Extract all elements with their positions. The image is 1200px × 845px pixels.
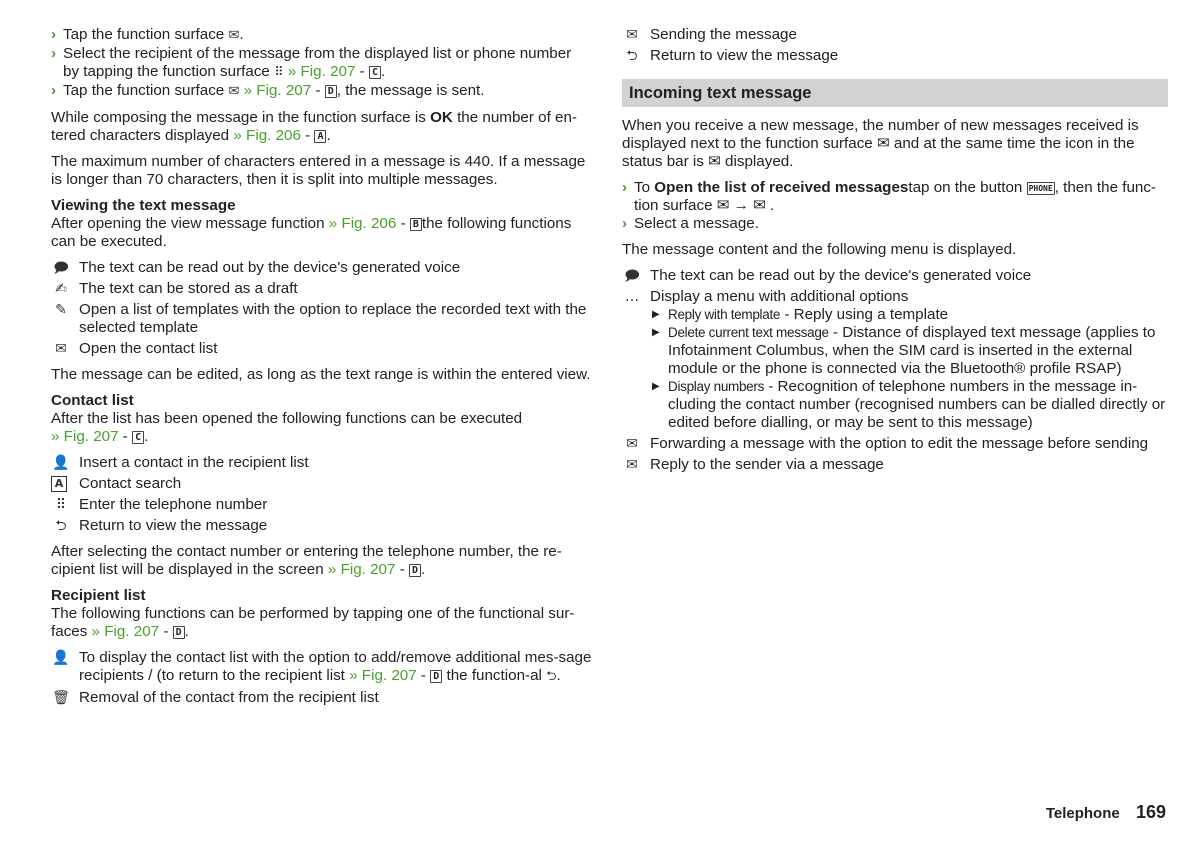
submenu-item: ▶ Reply with template - Reply using a template <box>652 306 949 323</box>
fig-link[interactable]: » Fig. 207 <box>243 82 312 99</box>
draft-icon: ✍ <box>55 281 67 297</box>
person-add-icon: 👤 <box>52 650 70 666</box>
step-arrow-icon: › <box>51 45 57 62</box>
callout-key: C <box>132 431 144 444</box>
fig-link[interactable]: » Fig. 207 <box>327 561 396 578</box>
page-footer <box>1046 803 1166 823</box>
contact-intro: After the list has been opened the following functions can be executed » Fig. 207 - C . <box>51 410 523 445</box>
ok-icon: OK <box>430 109 453 126</box>
footer-section-title: Telephone <box>1045 805 1120 822</box>
forward-icon: ✉ <box>626 436 638 452</box>
incoming-paragraph: When you receive a new message, the number of new messages received is displayed next to the function surface ✉ and at the same time the icon in the status bar is ✉ displayed. <box>622 117 1139 170</box>
triangle-icon: ▶ <box>652 309 660 320</box>
callout-key: A <box>314 130 326 143</box>
content-paragraph: The message content and the following menu is displayed. <box>622 241 1017 258</box>
top-function-list <box>622 26 1168 65</box>
phone-key: PHONE <box>1028 184 1053 193</box>
submenu-item: ▶ Delete current text message - Distance of displayed text message (applies to Infotainment Columbus, when the SIM card is inserted in the external module or the phone is connected via the Bluetooth® profile RSAP) <box>652 324 1156 377</box>
fig-link[interactable]: » Fig. 206 <box>233 127 301 144</box>
step-arrow-icon: › <box>51 82 57 99</box>
step-3: › Tap the function surface ✉ » Fig. 207 - D , the message is sent. <box>51 82 485 99</box>
recipient-function-list <box>51 649 595 707</box>
send-message-icon: ✉ <box>228 84 240 99</box>
person-icon: 👤 <box>52 455 70 471</box>
return-icon: ⮌ <box>546 669 557 684</box>
list-item: ⮌ Return to view the message <box>51 517 595 535</box>
callout-key: C <box>369 66 381 79</box>
speech-icon: 🗩 <box>624 268 640 284</box>
keypad-icon: ⠿ <box>55 497 67 513</box>
callout-key: B <box>410 218 422 231</box>
fig-link[interactable]: » Fig. 207 <box>349 667 417 684</box>
step-1: › To Open the list of received messagestap on the button PHONE , then the func-tion surface ✉ → ✉ . <box>622 179 1157 214</box>
list-item: … Display a menu with additional options ▶ Reply with template - Reply using a template ▶ Delete current text message - Distance of displayed text message (applies to Infotainment Columbus, when the SIM card is inserted in the external module or the phone is connected via the Bluetooth® profile RSAP) ▶ Display numbers - Recognition of telephone numbers in the message in-cluding the contact number (recognised numbers can be dialled directly or edited before dialling, or may be sent to this message) <box>622 288 1168 432</box>
list-item: ✉ Sending the message <box>622 26 1168 44</box>
return-icon: ⮌ <box>55 518 67 534</box>
list-item: 🗑 Removal of the contact from the recipient list <box>52 689 379 706</box>
list-item: A Contact search <box>51 475 595 493</box>
more-icon: … <box>625 289 639 305</box>
viewing-intro: After opening the view message function » Fig. 206 - B the following functions can be executed. <box>51 215 572 250</box>
section-heading: Incoming text message <box>622 79 1168 107</box>
contact-list-icon: ✉ <box>55 341 67 357</box>
step-arrow-icon: › <box>622 179 628 196</box>
list-item: ⮌ Return to view the message <box>622 47 1168 65</box>
viewing-function-list <box>51 259 595 358</box>
template-icon: ✎ <box>55 302 67 318</box>
callout-key: D <box>173 626 185 639</box>
message-function-list <box>622 267 1168 474</box>
speech-icon: 🗩 <box>53 260 69 276</box>
letter-a-icon: A <box>51 476 67 492</box>
callout-key: D <box>409 564 421 577</box>
triangle-icon: ▶ <box>652 381 660 392</box>
step-arrow-icon: › <box>622 215 628 232</box>
list-item: ✉ Open the contact list <box>51 340 595 358</box>
list-item: 🗩 The text can be read out by the device's generated voice <box>51 259 595 277</box>
submenu-list <box>650 306 1168 432</box>
step-1: › Tap the function surface ✉. <box>51 26 244 43</box>
reply-icon: ✉ <box>626 457 638 473</box>
return-icon: ⮌ <box>626 48 638 64</box>
list-item: ⠿ Enter the telephone number <box>51 496 595 514</box>
keypad-icon: ⠿ <box>274 65 284 80</box>
right-column <box>622 26 1168 477</box>
step-2: › Select the recipient of the message from the displayed list or phone number by tapping the function surface ⠿ » Fig. 207 - C . <box>51 45 572 80</box>
heading-contact-list: Contact list <box>51 392 134 409</box>
list-item: ✉ Forwarding a message with the option to edit the message before sending <box>622 435 1168 453</box>
paragraph-ok: While composing the message in the function surface is OK the number of en- tered characters displayed » Fig. 206 - A . <box>51 109 577 144</box>
callout-key: D <box>430 670 442 683</box>
list-item: ✍ The text can be stored as a draft <box>51 280 595 298</box>
fig-link[interactable]: » Fig. 207 <box>51 428 119 445</box>
send-icon: ✉ <box>626 27 638 43</box>
trash-icon: 🗑 <box>52 690 70 706</box>
callout-key: D <box>325 85 337 98</box>
recipient-intro: The following functions can be performed by tapping one of the functional sur-faces » Fig. 207 - D . <box>51 605 575 640</box>
list-item: ✎ Open a list of templates with the option to replace the recorded text with the selected template <box>51 301 595 337</box>
triangle-icon: ▶ <box>652 327 660 338</box>
heading-recipient-list: Recipient list <box>51 587 146 604</box>
list-item: ✉ Reply to the sender via a message <box>622 456 1168 474</box>
fig-link[interactable]: » Fig. 207 <box>287 63 356 80</box>
submenu-item: ▶ Display numbers - Recognition of telephone numbers in the message in-cluding the contact number (recognised numbers can be dialled directly or edited before dialling, or may be sent to this message) <box>652 378 1166 431</box>
viewing-note: The message can be edited, as long as the text range is within the entered view. <box>51 366 591 383</box>
step-2: › Select a message. <box>622 215 759 232</box>
heading-viewing: Viewing the text message <box>51 197 236 214</box>
page-number: 169 <box>1135 802 1166 822</box>
list-item: 🗩 The text can be read out by the device's generated voice <box>622 267 1168 285</box>
left-column <box>51 26 595 715</box>
contact-note: After selecting the contact number or entering the telephone number, the re-cipient list will be displayed in the screen » Fig. 207 - D . <box>51 543 562 578</box>
paragraph-max-chars: The maximum number of characters entered in a message is 440. If a message is longer than 70 characters, then it is split into multiple messages. <box>51 153 586 188</box>
contact-function-list <box>51 454 595 535</box>
list-item: 👤 Insert a contact in the recipient list <box>52 454 309 471</box>
send-message-icon: ✉ <box>228 28 240 43</box>
fig-link[interactable]: » Fig. 206 <box>328 215 397 232</box>
step-arrow-icon: › <box>51 26 57 43</box>
list-item: 👤 To display the contact list with the option to add/remove additional mes-sage recipients / (to return to the recipient list » Fig. 207 - D the function-al ⮌. <box>52 649 592 684</box>
fig-link[interactable]: » Fig. 207 <box>91 623 160 640</box>
